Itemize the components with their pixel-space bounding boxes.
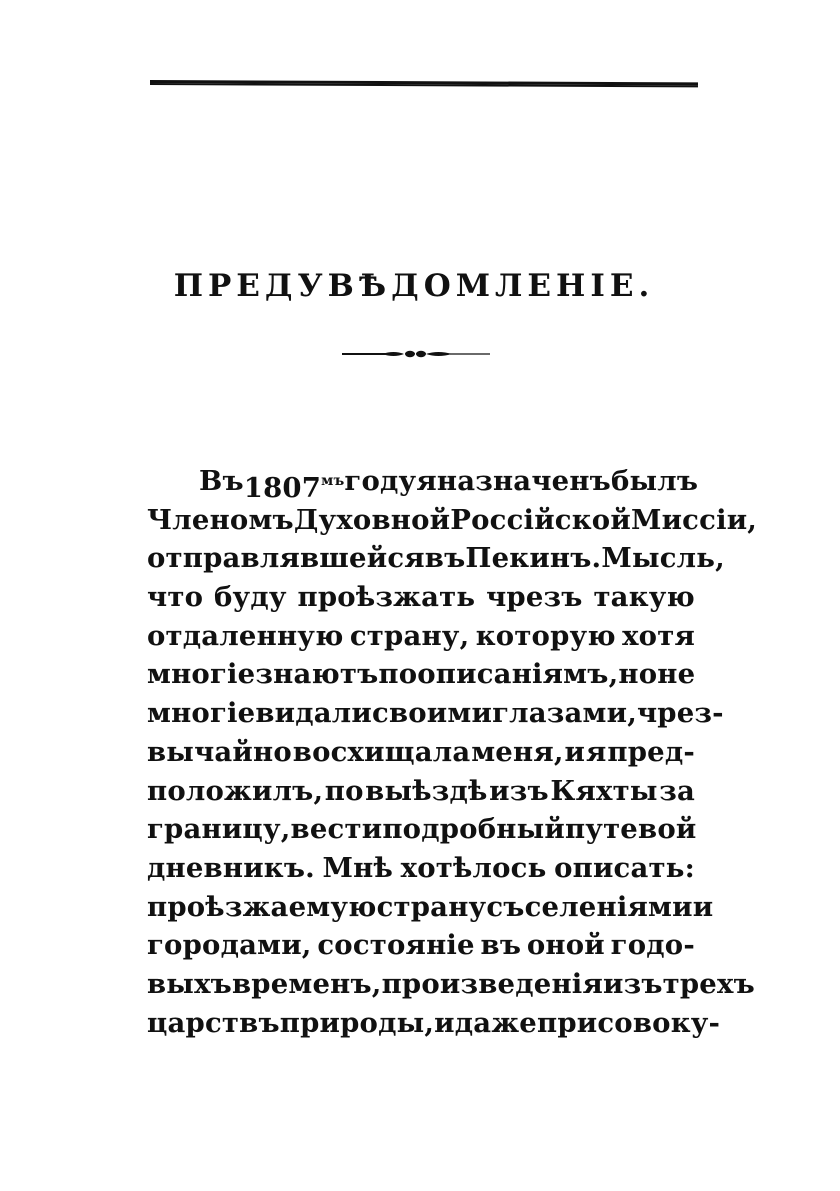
word: вычайно xyxy=(147,735,292,768)
ornament-divider-icon xyxy=(342,349,490,359)
word: по xyxy=(378,658,418,691)
word: Миссіи, xyxy=(630,503,758,536)
word: своими xyxy=(372,697,493,730)
word: и xyxy=(434,1006,455,1039)
text-line xyxy=(147,655,695,694)
word: году xyxy=(344,465,417,497)
word: знаютъ xyxy=(255,658,379,691)
word: присовоку- xyxy=(537,1006,721,1039)
word: въ xyxy=(424,542,466,575)
word: съ xyxy=(486,890,525,923)
word: путевой xyxy=(564,813,697,846)
text-line xyxy=(147,1004,721,1043)
word: произведенія xyxy=(381,967,603,1000)
word: изъ xyxy=(489,774,549,807)
word: и xyxy=(564,735,586,768)
word: Мысль, xyxy=(601,542,725,575)
word: Мнѣ xyxy=(322,851,394,884)
word: за xyxy=(659,774,695,807)
word: $1807^{мъ}$ xyxy=(243,472,345,504)
word: Кяхты xyxy=(550,774,658,807)
text-line xyxy=(147,501,758,540)
word: дневникъ. xyxy=(147,851,315,884)
word: отправлявшейся xyxy=(147,542,425,575)
word: отдаленную xyxy=(147,619,344,652)
word: я xyxy=(416,465,437,497)
text-line xyxy=(147,462,699,504)
word: я xyxy=(585,735,607,768)
word: даже xyxy=(454,1006,537,1039)
word: Членомъ xyxy=(147,503,294,536)
word: которую xyxy=(475,619,616,652)
word: многіе xyxy=(147,697,256,730)
word: Духовной xyxy=(293,503,451,536)
word: но xyxy=(618,658,658,691)
word: трехъ xyxy=(662,967,755,1000)
word: хотя xyxy=(622,619,695,652)
word: Пекинъ. xyxy=(465,542,602,575)
word: чрезъ xyxy=(486,581,583,614)
word: проѣзжаемую xyxy=(147,890,377,923)
word: селеніями xyxy=(524,890,693,923)
word: царствъ xyxy=(147,1006,280,1039)
word: изъ xyxy=(602,967,663,1000)
word: выхъ xyxy=(147,967,232,1000)
text-line xyxy=(147,539,725,578)
word: такую xyxy=(593,581,695,614)
text-line xyxy=(147,772,695,811)
text-line xyxy=(147,810,695,849)
word: буду xyxy=(213,581,287,614)
word: по xyxy=(324,774,364,807)
text-line xyxy=(147,578,695,617)
word: положилъ, xyxy=(147,774,324,807)
word: описаніямъ, xyxy=(417,658,619,691)
word: чрез- xyxy=(636,697,724,730)
word: Россійской xyxy=(450,503,631,536)
word: природы, xyxy=(279,1006,435,1039)
header-rule xyxy=(150,80,698,87)
text-line xyxy=(147,849,695,888)
word: не xyxy=(657,658,696,691)
text-line xyxy=(147,694,724,733)
word: меня, xyxy=(471,735,564,768)
word: описать: xyxy=(554,851,695,884)
word: оной xyxy=(526,929,605,962)
word: въ xyxy=(480,929,522,962)
word: границу, xyxy=(147,813,291,846)
superscript-suffix: мъ xyxy=(321,473,345,489)
word: выѣздѣ xyxy=(365,774,488,807)
preface-paragraph xyxy=(147,462,758,1042)
word: восхищала xyxy=(292,735,471,768)
word: хотѣлось xyxy=(400,851,547,884)
word: видали xyxy=(255,697,372,730)
word: городами, xyxy=(147,929,312,962)
word: состояніе xyxy=(317,929,475,962)
page-title: ПРЕДУВѢДОМЛЕНІЕ. xyxy=(173,268,655,304)
word: назначенъ xyxy=(436,465,611,497)
word: страну xyxy=(376,890,487,923)
word: страну, xyxy=(349,619,470,652)
text-line xyxy=(147,733,695,772)
word: Въ xyxy=(199,465,244,497)
word: былъ xyxy=(610,465,699,497)
word: годо- xyxy=(610,929,695,962)
word: вести xyxy=(290,813,383,846)
word: и xyxy=(692,890,714,923)
word: проѣзжать xyxy=(297,581,476,614)
word: временъ, xyxy=(231,967,382,1000)
word: что xyxy=(147,581,204,614)
text-line xyxy=(147,888,714,927)
text-line xyxy=(147,617,695,656)
word: многіе xyxy=(147,658,256,691)
text-line xyxy=(147,926,695,965)
word: подробный xyxy=(382,813,565,846)
word: глазами, xyxy=(492,697,637,730)
word: пред- xyxy=(607,735,695,768)
text-line xyxy=(147,965,755,1004)
